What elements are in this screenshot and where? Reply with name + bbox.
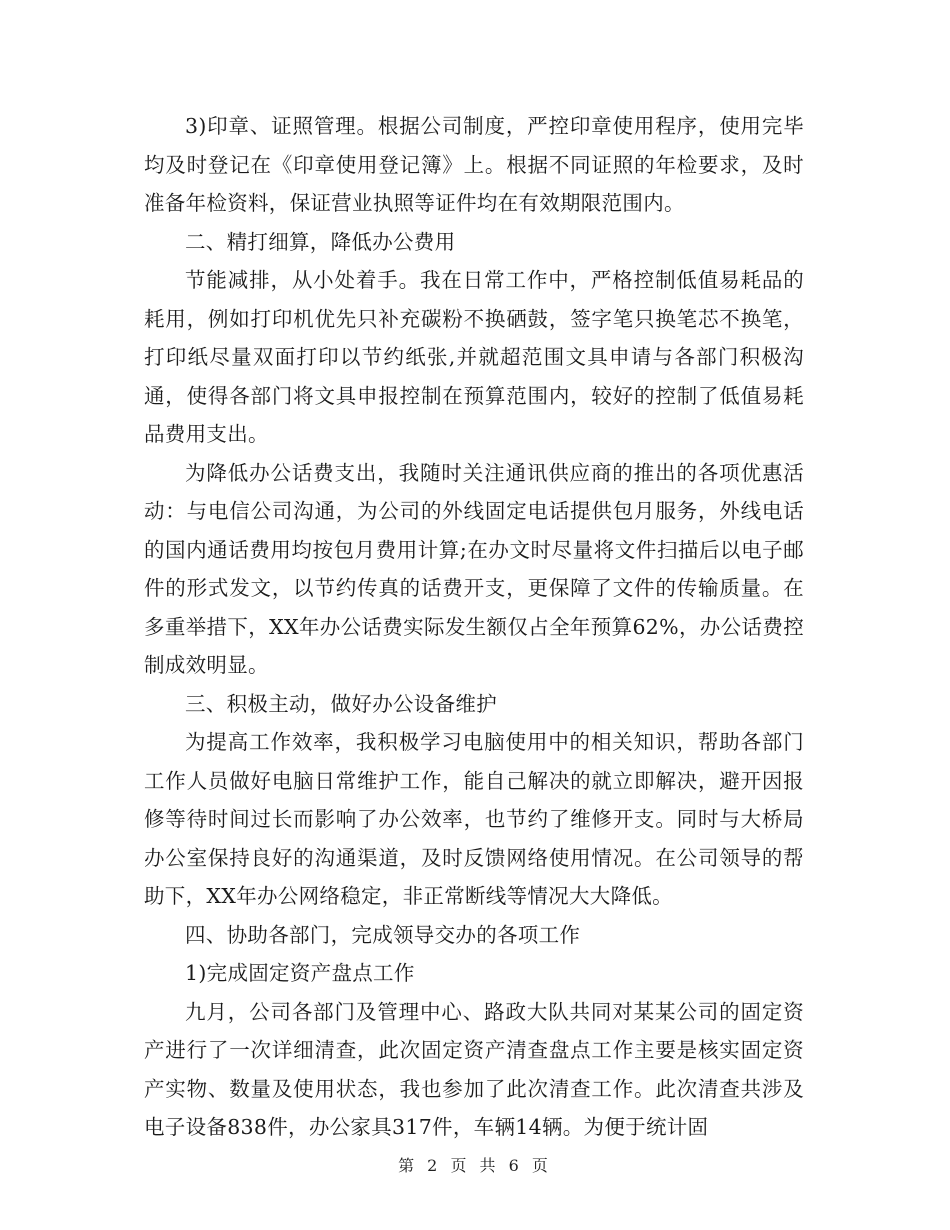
document-body <box>144 107 804 1147</box>
paragraph-asset-inventory: 九月，公司各部门及管理中心、路政大队共同对某某公司的固定资产进行了一次详细清查，此次固定资产清查盘点工作主要是核实固定资产实物、数量及使用状态，我也参加了此次清查工作。此次清查共涉及电子设备838件，办公家具317件，车辆14辆。为便于统计固 <box>144 999 804 1139</box>
paragraph-phone-expense: 为降低办公话费支出，我随时关注通讯供应商的推出的各项优惠活动：与电信公司沟通，为公司的外线固定电话提供包月服务，外线电话的国内通话费用均按包月费用计算;在办文时尽量将文件扫描后以电子邮件的形式发文，以节约传真的话费开支，更保障了文件的传输质量。在多重举措下，XX年办公话费实际发生额仅占全年预算62%，办公话费控制成效明显。 <box>144 460 804 677</box>
subheading-fixed-asset-inventory: 1)完成固定资产盘点工作 <box>185 961 415 985</box>
section-heading-cost-saving: 二、精打细算，降低办公费用 <box>185 229 456 254</box>
section-heading-assist-departments: 四、协助各部门，完成领导交办的各项工作 <box>185 922 581 947</box>
page-number-footer: 第 2 页 共 6 页 <box>398 1156 552 1175</box>
section-heading-equipment-maintenance: 三、积极主动，做好办公设备维护 <box>185 691 497 716</box>
paragraph-computer-maintenance: 为提高工作效率，我积极学习电脑使用中的相关知识，帮助各部门工作人员做好电脑日常维护工作，能自己解决的就立即解决，避开因报修等待时间过长而影响了办公效率，也节约了维修开支。同时与大桥局办公室保持良好的沟通渠道，及时反馈网络使用情况。在公司领导的帮助下，XX年办公网络稳定，非正常断线等情况大大降低。 <box>144 730 804 908</box>
paragraph-seal-license-management: 3)印章、证照管理。根据公司制度，严控印章使用程序，使用完毕均及时登记在《印章使用登记簿》上。根据不同证照的年检要求，及时准备年检资料，保证营业执照等证件均在有效期限范围内。 <box>144 114 804 215</box>
paragraph-energy-saving: 节能减排，从小处着手。我在日常工作中，严格控制低值易耗品的耗用，例如打印机优先只补充碳粉不换硒鼓，签字笔只换笔芯不换笔，打印纸尽量双面打印以节约纸张,并就超范围文具申请与各部门积极沟通，使得各部门将文具申报控制在预算范围内，较好的控制了低值易耗品费用支出。 <box>144 268 804 446</box>
